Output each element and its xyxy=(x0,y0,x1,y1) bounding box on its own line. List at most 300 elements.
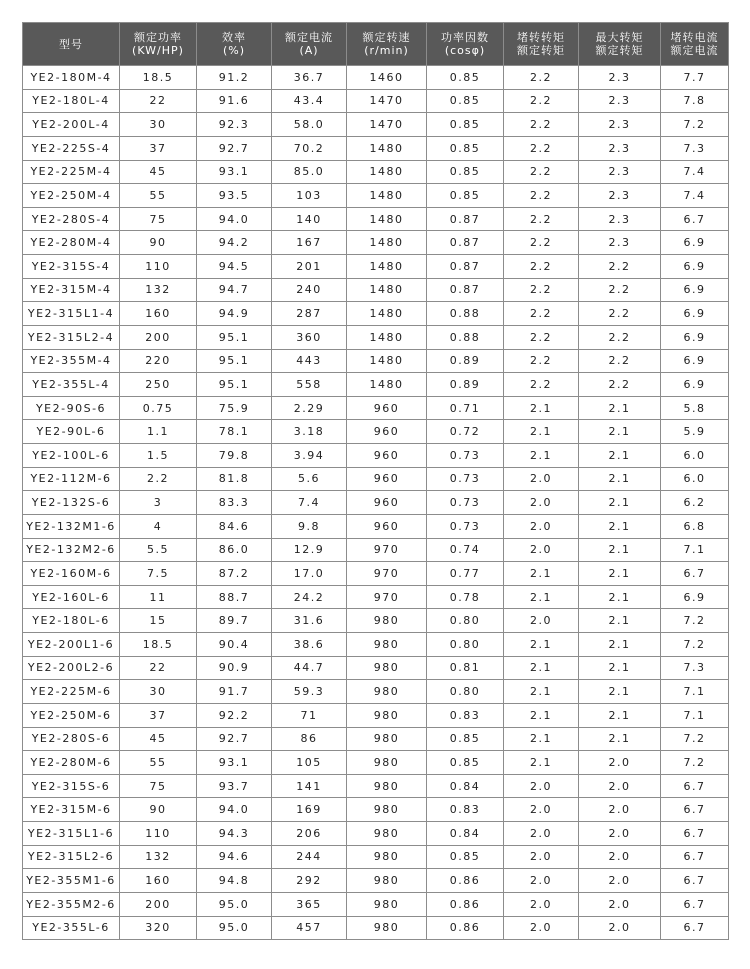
cell-locked-current-ratio: 6.7 xyxy=(661,562,729,586)
cell-efficiency: 94.3 xyxy=(197,822,272,846)
cell-rated-power: 220 xyxy=(120,349,197,373)
cell-locked-torque-ratio: 2.2 xyxy=(504,325,579,349)
cell-rated-speed: 980 xyxy=(347,609,427,633)
cell-efficiency: 94.6 xyxy=(197,845,272,869)
table-row xyxy=(23,420,729,444)
cell-locked-torque-ratio: 2.2 xyxy=(504,231,579,255)
cell-max-torque-ratio: 2.1 xyxy=(579,396,661,420)
cell-max-torque-ratio: 2.1 xyxy=(579,680,661,704)
cell-efficiency: 93.5 xyxy=(197,184,272,208)
table-row xyxy=(23,822,729,846)
cell-locked-current-ratio: 7.2 xyxy=(661,727,729,751)
cell-rated-current: 360 xyxy=(272,325,347,349)
cell-rated-power: 45 xyxy=(120,727,197,751)
cell-max-torque-ratio: 2.3 xyxy=(579,66,661,90)
cell-efficiency: 81.8 xyxy=(197,467,272,491)
cell-rated-current: 38.6 xyxy=(272,633,347,657)
cell-model: YE2-315L1-4 xyxy=(23,302,120,326)
cell-rated-power: 110 xyxy=(120,255,197,279)
cell-rated-speed: 1470 xyxy=(347,113,427,137)
cell-locked-torque-ratio: 2.0 xyxy=(504,798,579,822)
cell-max-torque-ratio: 2.2 xyxy=(579,278,661,302)
cell-model: YE2-355L-6 xyxy=(23,916,120,940)
cell-rated-power: 11 xyxy=(120,585,197,609)
cell-rated-current: 244 xyxy=(272,845,347,869)
cell-locked-torque-ratio: 2.2 xyxy=(504,207,579,231)
cell-power-factor: 0.81 xyxy=(427,656,504,680)
cell-model: YE2-132M1-6 xyxy=(23,514,120,538)
cell-efficiency: 93.7 xyxy=(197,774,272,798)
cell-rated-power: 30 xyxy=(120,680,197,704)
cell-rated-power: 55 xyxy=(120,751,197,775)
column-header-rated-power xyxy=(120,23,197,66)
cell-locked-torque-ratio: 2.1 xyxy=(504,751,579,775)
cell-rated-speed: 980 xyxy=(347,916,427,940)
table-row xyxy=(23,656,729,680)
cell-locked-current-ratio: 6.7 xyxy=(661,869,729,893)
cell-rated-current: 105 xyxy=(272,751,347,775)
table-row xyxy=(23,703,729,727)
cell-efficiency: 94.0 xyxy=(197,798,272,822)
column-header-line: 额定转速 xyxy=(362,31,411,44)
cell-power-factor: 0.86 xyxy=(427,869,504,893)
cell-rated-current: 36.7 xyxy=(272,66,347,90)
cell-locked-current-ratio: 7.2 xyxy=(661,609,729,633)
cell-rated-current: 44.7 xyxy=(272,656,347,680)
cell-rated-power: 5.5 xyxy=(120,538,197,562)
cell-max-torque-ratio: 2.0 xyxy=(579,916,661,940)
cell-model: YE2-132S-6 xyxy=(23,491,120,515)
cell-power-factor: 0.80 xyxy=(427,609,504,633)
cell-max-torque-ratio: 2.3 xyxy=(579,231,661,255)
cell-model: YE2-100L-6 xyxy=(23,444,120,468)
column-header-locked-current-ratio xyxy=(661,23,729,66)
cell-efficiency: 87.2 xyxy=(197,562,272,586)
cell-power-factor: 0.85 xyxy=(427,160,504,184)
cell-rated-current: 43.4 xyxy=(272,89,347,113)
cell-locked-torque-ratio: 2.2 xyxy=(504,278,579,302)
cell-power-factor: 0.88 xyxy=(427,302,504,326)
cell-rated-speed: 1480 xyxy=(347,302,427,326)
motor-spec-table xyxy=(22,22,729,940)
table-row xyxy=(23,491,729,515)
cell-locked-torque-ratio: 2.2 xyxy=(504,373,579,397)
cell-rated-current: 141 xyxy=(272,774,347,798)
cell-rated-power: 90 xyxy=(120,798,197,822)
cell-power-factor: 0.84 xyxy=(427,774,504,798)
cell-power-factor: 0.80 xyxy=(427,633,504,657)
cell-model: YE2-315S-6 xyxy=(23,774,120,798)
cell-rated-power: 90 xyxy=(120,231,197,255)
cell-model: YE2-200L1-6 xyxy=(23,633,120,657)
table-row xyxy=(23,278,729,302)
table-row xyxy=(23,869,729,893)
cell-rated-current: 71 xyxy=(272,703,347,727)
cell-rated-current: 292 xyxy=(272,869,347,893)
cell-rated-current: 140 xyxy=(272,207,347,231)
cell-rated-speed: 1480 xyxy=(347,184,427,208)
cell-locked-torque-ratio: 2.2 xyxy=(504,160,579,184)
spec-sheet xyxy=(22,22,728,940)
cell-rated-speed: 1480 xyxy=(347,255,427,279)
cell-rated-power: 200 xyxy=(120,325,197,349)
cell-max-torque-ratio: 2.1 xyxy=(579,703,661,727)
cell-rated-current: 206 xyxy=(272,822,347,846)
table-row xyxy=(23,609,729,633)
cell-rated-speed: 980 xyxy=(347,892,427,916)
cell-locked-torque-ratio: 2.2 xyxy=(504,113,579,137)
table-row xyxy=(23,680,729,704)
cell-locked-current-ratio: 7.4 xyxy=(661,160,729,184)
column-header-rated-current xyxy=(272,23,347,66)
cell-locked-current-ratio: 7.1 xyxy=(661,680,729,704)
cell-rated-power: 37 xyxy=(120,136,197,160)
table-body xyxy=(23,66,729,940)
cell-efficiency: 92.3 xyxy=(197,113,272,137)
table-row xyxy=(23,207,729,231)
cell-efficiency: 95.1 xyxy=(197,325,272,349)
cell-rated-speed: 1480 xyxy=(347,160,427,184)
cell-rated-speed: 970 xyxy=(347,585,427,609)
cell-rated-current: 12.9 xyxy=(272,538,347,562)
cell-power-factor: 0.74 xyxy=(427,538,504,562)
cell-locked-torque-ratio: 2.2 xyxy=(504,255,579,279)
cell-rated-current: 365 xyxy=(272,892,347,916)
cell-power-factor: 0.87 xyxy=(427,231,504,255)
cell-locked-torque-ratio: 2.0 xyxy=(504,491,579,515)
cell-max-torque-ratio: 2.0 xyxy=(579,892,661,916)
cell-max-torque-ratio: 2.1 xyxy=(579,491,661,515)
cell-rated-current: 103 xyxy=(272,184,347,208)
table-row xyxy=(23,325,729,349)
cell-power-factor: 0.73 xyxy=(427,491,504,515)
table-row xyxy=(23,538,729,562)
table-row xyxy=(23,373,729,397)
cell-efficiency: 95.1 xyxy=(197,373,272,397)
cell-locked-torque-ratio: 2.0 xyxy=(504,538,579,562)
cell-power-factor: 0.85 xyxy=(427,184,504,208)
cell-max-torque-ratio: 2.0 xyxy=(579,798,661,822)
table-row xyxy=(23,231,729,255)
cell-locked-current-ratio: 5.8 xyxy=(661,396,729,420)
cell-rated-speed: 960 xyxy=(347,444,427,468)
cell-locked-current-ratio: 7.4 xyxy=(661,184,729,208)
cell-locked-torque-ratio: 2.2 xyxy=(504,302,579,326)
table-row xyxy=(23,396,729,420)
cell-rated-current: 287 xyxy=(272,302,347,326)
cell-model: YE2-280M-6 xyxy=(23,751,120,775)
column-header-model xyxy=(23,23,120,66)
table-row xyxy=(23,255,729,279)
cell-model: YE2-160L-6 xyxy=(23,585,120,609)
table-row xyxy=(23,562,729,586)
cell-rated-power: 132 xyxy=(120,845,197,869)
cell-locked-current-ratio: 7.1 xyxy=(661,538,729,562)
cell-max-torque-ratio: 2.3 xyxy=(579,184,661,208)
cell-locked-current-ratio: 6.9 xyxy=(661,278,729,302)
column-header-line: 额定电流 xyxy=(285,31,333,44)
cell-rated-speed: 980 xyxy=(347,751,427,775)
cell-rated-speed: 1480 xyxy=(347,231,427,255)
cell-locked-current-ratio: 7.2 xyxy=(661,113,729,137)
cell-rated-speed: 1480 xyxy=(347,136,427,160)
column-header-line: 额定电流 xyxy=(670,44,719,57)
cell-locked-current-ratio: 6.2 xyxy=(661,491,729,515)
cell-efficiency: 94.5 xyxy=(197,255,272,279)
cell-rated-power: 15 xyxy=(120,609,197,633)
cell-efficiency: 83.3 xyxy=(197,491,272,515)
cell-efficiency: 94.7 xyxy=(197,278,272,302)
cell-locked-torque-ratio: 2.0 xyxy=(504,916,579,940)
cell-locked-torque-ratio: 2.2 xyxy=(504,349,579,373)
cell-locked-torque-ratio: 2.0 xyxy=(504,845,579,869)
table-row xyxy=(23,184,729,208)
cell-power-factor: 0.73 xyxy=(427,444,504,468)
cell-rated-power: 30 xyxy=(120,113,197,137)
cell-rated-power: 1.5 xyxy=(120,444,197,468)
cell-rated-power: 1.1 xyxy=(120,420,197,444)
cell-max-torque-ratio: 2.3 xyxy=(579,207,661,231)
cell-rated-current: 443 xyxy=(272,349,347,373)
column-header-line: 堵转转矩 xyxy=(517,31,565,44)
cell-power-factor: 0.85 xyxy=(427,727,504,751)
cell-rated-current: 169 xyxy=(272,798,347,822)
cell-rated-speed: 1470 xyxy=(347,89,427,113)
cell-locked-current-ratio: 6.7 xyxy=(661,892,729,916)
cell-rated-current: 70.2 xyxy=(272,136,347,160)
cell-max-torque-ratio: 2.0 xyxy=(579,845,661,869)
column-header-line: 额定转矩 xyxy=(595,44,644,57)
cell-rated-power: 18.5 xyxy=(120,633,197,657)
cell-max-torque-ratio: 2.2 xyxy=(579,373,661,397)
cell-power-factor: 0.88 xyxy=(427,325,504,349)
cell-max-torque-ratio: 2.0 xyxy=(579,774,661,798)
cell-max-torque-ratio: 2.2 xyxy=(579,349,661,373)
cell-locked-current-ratio: 6.7 xyxy=(661,822,729,846)
cell-max-torque-ratio: 2.0 xyxy=(579,869,661,893)
column-header-line: 型号 xyxy=(59,37,83,51)
cell-rated-speed: 980 xyxy=(347,845,427,869)
cell-efficiency: 94.9 xyxy=(197,302,272,326)
cell-rated-speed: 960 xyxy=(347,420,427,444)
cell-locked-torque-ratio: 2.0 xyxy=(504,892,579,916)
cell-rated-current: 2.29 xyxy=(272,396,347,420)
cell-power-factor: 0.86 xyxy=(427,892,504,916)
cell-max-torque-ratio: 2.1 xyxy=(579,538,661,562)
table-row xyxy=(23,774,729,798)
column-header-line: (cosφ) xyxy=(444,44,486,57)
column-header-line: 功率因数 xyxy=(441,31,489,44)
cell-rated-speed: 980 xyxy=(347,822,427,846)
cell-locked-current-ratio: 6.9 xyxy=(661,349,729,373)
cell-max-torque-ratio: 2.1 xyxy=(579,585,661,609)
table-row xyxy=(23,916,729,940)
cell-locked-current-ratio: 7.1 xyxy=(661,703,729,727)
cell-model: YE2-315L2-6 xyxy=(23,845,120,869)
cell-locked-current-ratio: 6.7 xyxy=(661,845,729,869)
cell-efficiency: 88.7 xyxy=(197,585,272,609)
column-header-line: (A) xyxy=(299,44,319,57)
column-header-efficiency xyxy=(197,23,272,66)
cell-locked-current-ratio: 6.8 xyxy=(661,514,729,538)
cell-rated-power: 4 xyxy=(120,514,197,538)
cell-efficiency: 79.8 xyxy=(197,444,272,468)
cell-model: YE2-280S-4 xyxy=(23,207,120,231)
table-row xyxy=(23,349,729,373)
cell-rated-current: 24.2 xyxy=(272,585,347,609)
table-row xyxy=(23,798,729,822)
cell-model: YE2-355L-4 xyxy=(23,373,120,397)
cell-power-factor: 0.85 xyxy=(427,751,504,775)
cell-model: YE2-315S-4 xyxy=(23,255,120,279)
cell-model: YE2-355M2-6 xyxy=(23,892,120,916)
cell-locked-current-ratio: 7.3 xyxy=(661,136,729,160)
column-header-locked-torque-ratio xyxy=(504,23,579,66)
cell-model: YE2-355M1-6 xyxy=(23,869,120,893)
table-row xyxy=(23,66,729,90)
table-row xyxy=(23,892,729,916)
cell-locked-torque-ratio: 2.1 xyxy=(504,656,579,680)
cell-model: YE2-160M-6 xyxy=(23,562,120,586)
table-row xyxy=(23,444,729,468)
cell-max-torque-ratio: 2.1 xyxy=(579,444,661,468)
column-header-max-torque-ratio xyxy=(579,23,661,66)
cell-efficiency: 92.7 xyxy=(197,727,272,751)
cell-model: YE2-315L2-4 xyxy=(23,325,120,349)
cell-rated-current: 3.94 xyxy=(272,444,347,468)
cell-power-factor: 0.83 xyxy=(427,798,504,822)
cell-efficiency: 89.7 xyxy=(197,609,272,633)
cell-power-factor: 0.72 xyxy=(427,420,504,444)
cell-model: YE2-315M-4 xyxy=(23,278,120,302)
cell-power-factor: 0.84 xyxy=(427,822,504,846)
cell-locked-torque-ratio: 2.1 xyxy=(504,396,579,420)
cell-locked-current-ratio: 6.9 xyxy=(661,585,729,609)
cell-model: YE2-250M-4 xyxy=(23,184,120,208)
cell-rated-speed: 960 xyxy=(347,396,427,420)
cell-rated-power: 37 xyxy=(120,703,197,727)
cell-locked-torque-ratio: 2.0 xyxy=(504,609,579,633)
table-header-row xyxy=(23,23,729,66)
table-row xyxy=(23,136,729,160)
cell-model: YE2-315M-6 xyxy=(23,798,120,822)
cell-power-factor: 0.89 xyxy=(427,373,504,397)
cell-power-factor: 0.83 xyxy=(427,703,504,727)
cell-max-torque-ratio: 2.1 xyxy=(579,656,661,680)
cell-rated-current: 86 xyxy=(272,727,347,751)
cell-locked-torque-ratio: 2.0 xyxy=(504,467,579,491)
cell-max-torque-ratio: 2.1 xyxy=(579,609,661,633)
cell-rated-speed: 980 xyxy=(347,680,427,704)
cell-power-factor: 0.87 xyxy=(427,255,504,279)
cell-locked-torque-ratio: 2.0 xyxy=(504,822,579,846)
cell-efficiency: 90.9 xyxy=(197,656,272,680)
cell-efficiency: 78.1 xyxy=(197,420,272,444)
cell-rated-speed: 1480 xyxy=(347,349,427,373)
table-row xyxy=(23,113,729,137)
column-header-line: 效率 xyxy=(222,31,246,44)
column-header-power-factor xyxy=(427,23,504,66)
cell-locked-torque-ratio: 2.1 xyxy=(504,633,579,657)
cell-rated-speed: 1480 xyxy=(347,207,427,231)
cell-efficiency: 94.8 xyxy=(197,869,272,893)
column-header-line: (r/min) xyxy=(364,44,409,57)
cell-locked-torque-ratio: 2.0 xyxy=(504,514,579,538)
cell-rated-power: 3 xyxy=(120,491,197,515)
cell-efficiency: 93.1 xyxy=(197,751,272,775)
cell-rated-current: 7.4 xyxy=(272,491,347,515)
cell-max-torque-ratio: 2.2 xyxy=(579,325,661,349)
cell-model: YE2-250M-6 xyxy=(23,703,120,727)
table-row xyxy=(23,727,729,751)
cell-efficiency: 92.7 xyxy=(197,136,272,160)
cell-max-torque-ratio: 2.0 xyxy=(579,751,661,775)
cell-rated-speed: 960 xyxy=(347,514,427,538)
cell-max-torque-ratio: 2.2 xyxy=(579,255,661,279)
cell-rated-current: 58.0 xyxy=(272,113,347,137)
cell-rated-speed: 970 xyxy=(347,538,427,562)
cell-rated-speed: 970 xyxy=(347,562,427,586)
cell-efficiency: 95.0 xyxy=(197,892,272,916)
cell-power-factor: 0.85 xyxy=(427,136,504,160)
column-header-line: 额定转矩 xyxy=(517,44,565,57)
cell-rated-current: 201 xyxy=(272,255,347,279)
cell-efficiency: 95.1 xyxy=(197,349,272,373)
cell-rated-speed: 960 xyxy=(347,467,427,491)
cell-power-factor: 0.77 xyxy=(427,562,504,586)
cell-rated-speed: 1480 xyxy=(347,278,427,302)
cell-power-factor: 0.87 xyxy=(427,278,504,302)
cell-model: YE2-180M-4 xyxy=(23,66,120,90)
cell-power-factor: 0.87 xyxy=(427,207,504,231)
cell-model: YE2-225M-6 xyxy=(23,680,120,704)
cell-locked-current-ratio: 5.9 xyxy=(661,420,729,444)
cell-locked-torque-ratio: 2.2 xyxy=(504,66,579,90)
table-row xyxy=(23,89,729,113)
cell-rated-current: 558 xyxy=(272,373,347,397)
cell-locked-current-ratio: 6.7 xyxy=(661,207,729,231)
cell-rated-current: 17.0 xyxy=(272,562,347,586)
cell-model: YE2-355M-4 xyxy=(23,349,120,373)
cell-efficiency: 91.6 xyxy=(197,89,272,113)
cell-max-torque-ratio: 2.3 xyxy=(579,160,661,184)
cell-locked-torque-ratio: 2.1 xyxy=(504,703,579,727)
cell-model: YE2-225M-4 xyxy=(23,160,120,184)
cell-model: YE2-112M-6 xyxy=(23,467,120,491)
cell-rated-speed: 980 xyxy=(347,656,427,680)
cell-max-torque-ratio: 2.1 xyxy=(579,514,661,538)
cell-locked-torque-ratio: 2.1 xyxy=(504,680,579,704)
column-header-line: (KW/HP) xyxy=(132,44,184,57)
cell-power-factor: 0.85 xyxy=(427,89,504,113)
cell-rated-speed: 980 xyxy=(347,727,427,751)
cell-model: YE2-132M2-6 xyxy=(23,538,120,562)
cell-model: YE2-200L2-6 xyxy=(23,656,120,680)
cell-rated-power: 200 xyxy=(120,892,197,916)
cell-locked-current-ratio: 7.3 xyxy=(661,656,729,680)
table-row xyxy=(23,751,729,775)
cell-model: YE2-225S-4 xyxy=(23,136,120,160)
column-header-line: 额定功率 xyxy=(134,31,182,44)
cell-rated-power: 45 xyxy=(120,160,197,184)
cell-rated-speed: 980 xyxy=(347,798,427,822)
cell-rated-current: 3.18 xyxy=(272,420,347,444)
cell-locked-current-ratio: 6.9 xyxy=(661,373,729,397)
cell-locked-torque-ratio: 2.1 xyxy=(504,444,579,468)
table-row xyxy=(23,845,729,869)
cell-rated-speed: 1480 xyxy=(347,325,427,349)
cell-power-factor: 0.73 xyxy=(427,467,504,491)
